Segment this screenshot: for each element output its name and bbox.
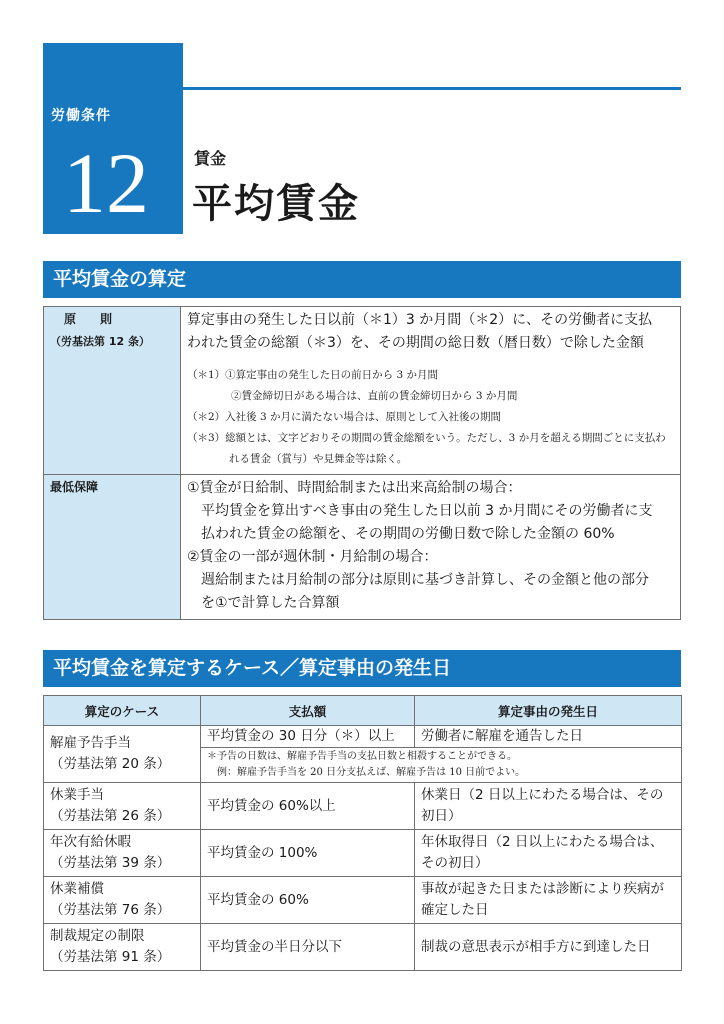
case-law: （労基法第 91 条）: [50, 949, 171, 965]
principle-text-2: われた賃金の総額（＊3）を、その期間の総日数（暦日数）で除した金額: [187, 335, 644, 351]
cases-table: [43, 695, 682, 971]
table-row: [44, 830, 682, 877]
dismissal-note-2: 例：解雇予告手当を 20 日分支払えば、解雇予告は 10 日前でよい。: [217, 767, 526, 778]
note-2: （＊2）入社後 3 か月に満たない場合は、原則として入社後の期間: [187, 411, 502, 423]
amount-cell: 平均賃金の 30 日分（＊）以上: [201, 726, 415, 748]
column-header-date: 算定事由の発生日: [415, 696, 682, 726]
date-cell: 年休取得日（2 日以上にわたる場合は、その初日）: [415, 830, 682, 877]
case-name: 年次有給休暇: [50, 834, 131, 850]
case-name: 休業補償: [50, 881, 104, 897]
column-header-amount: 支払額: [201, 696, 415, 726]
case-law: （労基法第 76 条）: [50, 902, 171, 918]
table-row: [44, 877, 682, 924]
minimum-line-1: ①賃金が日給制、時間給制または出来高給制の場合：: [187, 480, 522, 496]
minimum-label: 最低保障: [50, 480, 99, 494]
principle-text-1: 算定事由の発生した日以前（＊1）3 か月間（＊2）に、その労働者に支払: [187, 312, 653, 328]
note-1b: ②賃金締切日がある場合は、直前の賃金締切日から 3 か月間: [231, 390, 518, 402]
minimum-line-6: を①で計算した合算額: [201, 595, 340, 611]
minimum-label-cell: [44, 475, 181, 620]
table-row: [44, 783, 682, 830]
minimum-line-3: 払われた賃金の総額を、その期間の労働日数で除した金額の 60%: [201, 526, 615, 542]
principle-label: 原 則: [64, 312, 113, 326]
date-cell: 事故が起きた日または診断により疾病が確定した日: [415, 877, 682, 924]
page-subtitle: 賃金: [194, 149, 227, 168]
table-row: [44, 924, 682, 971]
amount-cell: 平均賃金の 60%以上: [201, 783, 415, 830]
case-cell: [44, 830, 201, 877]
principle-law: （労基法第 12 条）: [50, 335, 150, 348]
case-cell: [44, 877, 201, 924]
dismissal-note-cell: [201, 748, 682, 783]
case-law: （労基法第 39 条）: [50, 855, 171, 871]
case-law: （労基法第 20 条）: [50, 756, 171, 772]
principle-body: [181, 307, 681, 475]
amount-cell: 平均賃金の半日分以下: [201, 924, 415, 971]
minimum-line-5: 週給制または月給制の部分は原則に基づき計算し、その金額と他の部分: [201, 572, 649, 588]
header-rule: [183, 87, 681, 90]
minimum-line-2: 平均賃金を算出すべき事由の発生した日以前 3 か月間にその労働者に支: [201, 503, 653, 519]
section-heading-cases: 平均賃金を算定するケース／算定事由の発生日: [43, 650, 681, 687]
minimum-row: [44, 475, 681, 620]
chapter-number: 12: [63, 135, 149, 231]
case-cell: [44, 726, 201, 783]
column-header-case: 算定のケース: [44, 696, 201, 726]
principle-row: [44, 307, 681, 475]
section-heading-calculation: 平均賃金の算定: [43, 261, 681, 298]
date-cell: 休業日（2 日以上にわたる場合は、その初日）: [415, 783, 682, 830]
amount-cell: 平均賃金の 60%: [201, 877, 415, 924]
case-cell: [44, 783, 201, 830]
principle-notes: [187, 365, 674, 470]
chapter-category: 労働条件: [51, 108, 111, 124]
page-title: 平均賃金: [192, 181, 360, 227]
case-name: 休業手当: [50, 787, 104, 803]
principle-label-cell: [44, 307, 181, 475]
table-header-row: [44, 696, 682, 726]
amount-cell: 平均賃金の 100%: [201, 830, 415, 877]
case-law: （労基法第 26 条）: [50, 808, 171, 824]
date-cell: 労働者に解雇を通告した日: [415, 726, 682, 748]
case-cell: [44, 924, 201, 971]
minimum-line-4: ②賃金の一部が週休制・月給制の場合：: [187, 549, 438, 565]
chapter-number-block: [43, 43, 183, 234]
minimum-body: [181, 475, 681, 620]
dismissal-note-1: ＊予告の日数は、解雇予告手当の支払日数と相殺することができる。: [207, 751, 517, 762]
date-cell: 制裁の意思表示が相手方に到達した日: [415, 924, 682, 971]
case-name: 制裁規定の制限: [50, 928, 145, 944]
calculation-table: [43, 306, 681, 620]
case-name: 解雇予告手当: [50, 735, 131, 751]
note-1a: （＊1）①算定事由の発生した日の前日から 3 か月間: [187, 369, 439, 381]
table-row: [44, 726, 682, 748]
note-3: （＊3）総額とは、文字どおりその期間の賃金総額をいう。ただし、3 か月を超える期間ごとに支払われる賃金（賞与）や見舞金等は除く。: [187, 432, 666, 465]
